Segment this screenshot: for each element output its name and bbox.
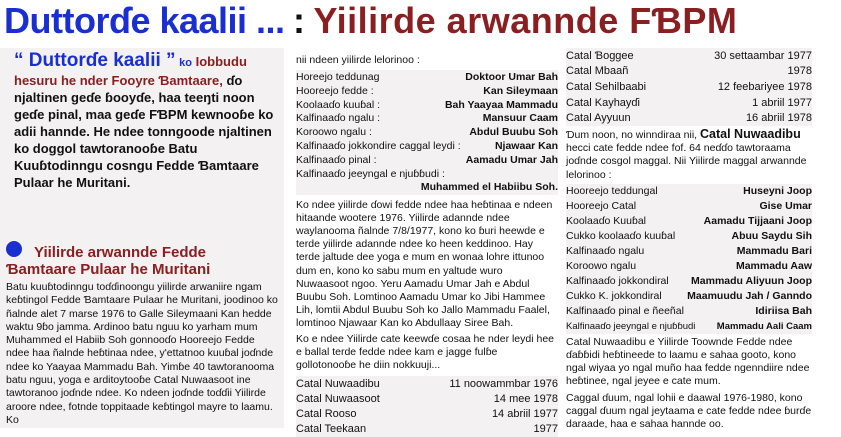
board-row: [296, 112, 558, 126]
right-paragraph-2: Catal Nuwaadibu e Yiilirde Toownde Fedde ndee ɗaɓɓidi heɓtineede to laamu e sahaa gooto, kono ngal wiyaa yo ngal muño haa fedde ngenndiire ndee heɓtinee, ngal jeyee e cate mum.: [566, 335, 810, 388]
chapter-date: 12 feebariyee 1978: [717, 80, 812, 93]
right-para-rest: hecci cate fedde ndee fof. 64 neɗɗo tawtoraama joɗnde cosgol maggal. Nii Yiilirde maggal arwannde lelorinoo :: [566, 142, 807, 181]
board-row: [566, 274, 812, 289]
board-row: [296, 84, 558, 98]
chapter-date: 30 settaambar 1977: [714, 49, 812, 62]
chapter-name: Catal Ɓoggee: [566, 49, 634, 62]
chapter-row: [566, 110, 812, 126]
board-intro: nii ndeen yiilirde lelorinoo :: [296, 54, 420, 66]
chapter-name: Catal Sehilbaabi: [566, 80, 647, 93]
board-name: Mammadu Bari: [736, 245, 812, 258]
middle-paragraph-2: Ko e ndee Yiilirde cate keewɗe cosaa he nder leydi hee e ballal terde fedde ndee kam e jagge fulɓe gollotonooɓe he diin nokkuuji...: [296, 332, 555, 372]
board-row: [566, 244, 812, 259]
board-name: Mammadu Aaw: [735, 260, 812, 273]
board-role: Hooreejo fedde :: [296, 84, 374, 97]
middle-column: [296, 54, 558, 437]
title-part2: Yiilirde arwannde FƁPM: [313, 0, 738, 41]
board-row: [296, 125, 558, 139]
board-role: Kalfinaaɗo jokkondiral: [566, 275, 669, 288]
section-heading-line1: Yiilirde arwannde Fedde: [34, 244, 206, 261]
board-role: Kalfinaaɗo ngalu: [566, 245, 645, 258]
board-row: [296, 167, 558, 181]
pull-quote-text: ɗo njaltinen geɗe ɓooyɗe, haa teeŋti noon geɗe pinal, maa geɗe FƁPM kewnooɓe ko adii hannde. He ndee tonngoode njaltinen ko doggol tawtoranooɓe Batu Kuuɓtodinngu cosngu Fedde Ɓamtaare Pulaar he Muritani.: [14, 73, 274, 190]
right-paragraph-1: [566, 128, 812, 182]
board-role: Koroowo ngalu :: [296, 126, 372, 139]
chapter-date: 14 abriil 1977: [491, 408, 558, 421]
board-row: [566, 259, 812, 274]
page-title: [4, 0, 837, 44]
pull-quote-title: “ Duttorɗe kaalii ”: [14, 50, 176, 71]
board-name: Bah Yaayaa Mammadu: [444, 98, 558, 111]
board-role: Cukko K. jokkondiral: [566, 290, 662, 303]
board-role: Hooreejo Catal: [566, 200, 637, 213]
chapter-row: [566, 48, 812, 64]
right-column: [566, 48, 812, 431]
title-part1: Duttorɗe kaalii ...: [4, 0, 285, 41]
board-name: Mansuur Caam: [482, 112, 558, 125]
chapter-row: [566, 64, 812, 80]
board-name: Gise Umar: [759, 200, 812, 213]
board-role: Koroowo ngalu: [566, 260, 637, 273]
chapter-name: Catal Ayyuun: [566, 112, 631, 125]
right-para-bold: Catal Nuwaadibu: [700, 126, 801, 141]
board-table: [296, 70, 558, 194]
chapter-date: 14 mee 1978: [493, 393, 558, 405]
board-role: Kalfinaaɗo jokkondire caggal leydi :: [296, 140, 461, 153]
board-row: [566, 289, 812, 304]
board-name: Njawaar Kan: [494, 140, 558, 153]
chapter-row: [296, 391, 558, 406]
chapter-name: Catal Nuwaadibu: [296, 377, 380, 390]
board-role: Kalfinaaɗo pinal e ñeeñal: [566, 305, 684, 318]
chapter-date: 1 abriil 1977: [752, 96, 812, 109]
chapter-name: Catal Nuwaasoot: [296, 393, 380, 405]
board-role: Kalfinaaɗo jeeyngal e njuɓɓudi: [566, 320, 696, 332]
board-name: Kan Sileymaan: [483, 84, 558, 97]
board-role: Koolaaɗo Kuuɓal: [566, 215, 646, 228]
board-name: Doktoor Umar Bah: [465, 71, 558, 84]
right-para-lead: Ɗum noon, no winndiraa nii,: [566, 128, 698, 141]
board-name: Mammadu Aliyuun Joop: [691, 275, 812, 288]
board-role: Kalfinaaɗo ngalu :: [296, 112, 381, 125]
chapter-date: 1978: [787, 65, 812, 78]
middle-paragraph-1: Ko ndee yiilirde ɗowi fedde ndee haa heɓtinaa e ndeen hitaande wootere 1976. Yiilirde adannde ndee waylanooma ñalnde 7/8/1977, kono ko ɓuri heewde e terde yiilirde adannde ndee ko heen keddinoo. Hay terde jaltude dee yoga e mum en wonaa lohre ittunoo dum en, kono ko sabu mum en yaltude wuro Nuwaasoot ngoo. Yeru Aamadu Umar Jah e Abdul Buubu Soh. Lomtinoo Aamadu Umar ko Jibi Hammee Lih, lomtii Abdul Buubu Soh ko Jallo Mammadu Faalel, lomtinoo Njawaar Kan ko Abdullaay Siree Bah.: [296, 198, 553, 330]
section-heading-line2: Ɓamtaare Pulaar he Muritani: [6, 261, 211, 278]
board-last-name: Muhammed el Habiibu Soh.: [420, 180, 558, 193]
board-role: Koolaaɗo kuuɓal :: [296, 98, 381, 111]
board-name: Maamuudu Jah / Ganndo: [687, 290, 812, 303]
chapter-row: [566, 95, 812, 111]
board-role: Kalfinaaɗo jeeyngal e njuɓɓudi :: [296, 167, 445, 180]
board-role: Hooreejo teddungal: [566, 185, 658, 198]
board-name: Abdul Buubu Soh: [469, 126, 558, 139]
board-row: [566, 304, 812, 319]
right-board-table: [566, 184, 812, 334]
chapter-name: Catal Kayhayɗi: [566, 96, 640, 109]
chapter-name: Catal Mbaañ: [566, 65, 629, 78]
chapter-row: [566, 79, 812, 95]
board-name: Abuu Saydu Sih: [731, 230, 812, 243]
right-paragraph-3: Caggal ɗuum, ngal lohii e daawal 1976-1980, kono caggal ɗuum ngal jeytaama e cate fedde ndee ɓurɗe daraade, haa e sahaa hannde oo.: [566, 391, 812, 430]
board-name: Idiriisa Bah: [755, 305, 812, 318]
board-role: Kalfinaaɗo pinal :: [296, 153, 377, 166]
board-role: Horeejo teddunag: [296, 71, 380, 84]
board-row: [296, 153, 558, 167]
section-heading: [6, 244, 282, 278]
board-row: [566, 319, 812, 334]
left-body-text: Batu kuuɓtodinngu toɗɗinoongu yiilirde arwaniire ngam keɓtingol Fedde Ɓamtaare Pulaar he Muritani, joodinoo ko ñalnde alet 7 marse 1976 to Galle Sileymaani Kan hedde waktu 9ɓo jamma. Ardinoo batu nguu ko yarham mum Muhammed el Habiib Soh gonnooɗo Hooreejo Fedde ndee haa ñalnde heɓtinaa ndee, y'ettatnoo kuuɓal joɗnde ndee ko Yaayaa Mammadu Bah. Yimɓe 40 tawtoranooma batu nguu, yoga e arditoytooɓe Catal Nuwaasoot ine tawtoranoo joɗnde ndee. Ko ndeen joɗnde toɗɗii Yiilirde aroore ndee, fotnde toppitaade keɓtingol mayre to laamu. Ko: [6, 281, 278, 426]
chapter-name: Catal Teekaan: [296, 423, 367, 436]
chapter-date: 1977: [533, 423, 558, 436]
pull-quote-red: Iobbudu hesuru he nder Fooyre Ɓamtaare,: [14, 54, 247, 88]
left-column: [0, 48, 284, 428]
board-role: Cukko koolaaɗo kuuɓal: [566, 230, 676, 243]
pull-quote: [14, 52, 276, 191]
chapter-row: [296, 422, 558, 437]
board-name: Huseyni Joop: [743, 185, 812, 198]
chapter-date: 11 noowammbar 1976: [449, 377, 558, 390]
chapter-name: Catal Rooso: [296, 408, 357, 421]
board-name: Aamadu Tijjaani Joop: [703, 215, 812, 228]
chapter-date: 16 abriil 1978: [745, 112, 812, 125]
chapter-row: [296, 376, 558, 391]
title-separator: :: [293, 0, 306, 41]
board-row: [566, 199, 812, 214]
chapter-row: [296, 407, 558, 422]
board-row: [566, 214, 812, 229]
board-row: [296, 98, 558, 112]
board-row: [566, 229, 812, 244]
board-name: Mammadu Aali Caam: [716, 320, 812, 332]
pull-quote-ko: ko: [179, 57, 192, 69]
right-chapters-table: [566, 48, 812, 126]
board-row: [296, 70, 558, 84]
board-row: [296, 139, 558, 153]
board-name: Aamadu Umar Jah: [465, 153, 558, 166]
board-row: [566, 184, 812, 199]
